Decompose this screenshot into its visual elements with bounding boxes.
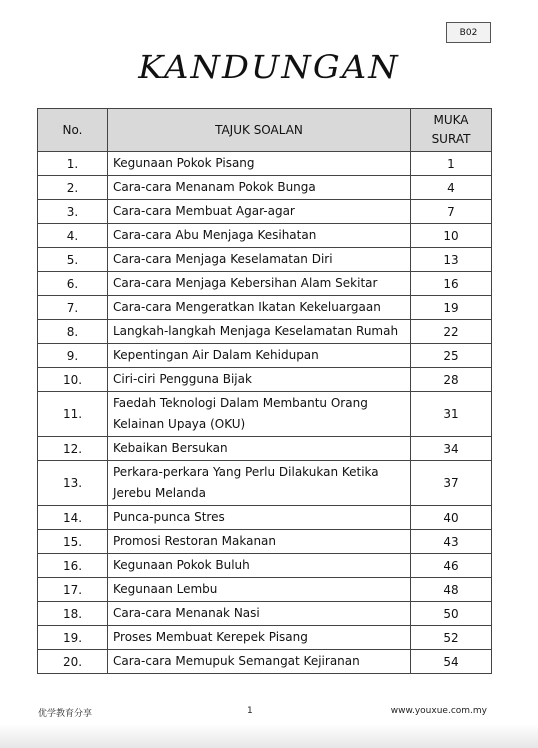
row-page: 52 — [411, 626, 492, 650]
header-page — [411, 109, 492, 152]
row-page: 22 — [411, 320, 492, 344]
row-number: 12. — [38, 437, 108, 461]
row-number: 9. — [38, 344, 108, 368]
table-row — [38, 320, 492, 344]
row-page: 7 — [411, 200, 492, 224]
contents-table — [37, 108, 492, 674]
header-page-line1: MUKA — [433, 113, 469, 127]
row-title: Cara-cara Menjaga Kebersihan Alam Sekitar — [108, 272, 411, 296]
table-row — [38, 461, 492, 506]
row-title: Cara-cara Menanak Nasi — [108, 602, 411, 626]
row-number: 11. — [38, 392, 108, 437]
table-row — [38, 344, 492, 368]
row-page: 50 — [411, 602, 492, 626]
row-title: Punca-punca Stres — [108, 506, 411, 530]
row-title: Cara-cara Abu Menjaga Kesihatan — [108, 224, 411, 248]
table-row — [38, 437, 492, 461]
row-number: 4. — [38, 224, 108, 248]
row-title: Ciri-ciri Pengguna Bijak — [108, 368, 411, 392]
header-no: No. — [38, 109, 108, 152]
footer-url: www.youxue.com.my — [390, 706, 487, 716]
table-row — [38, 602, 492, 626]
header-page-line2: SURAT — [431, 132, 471, 146]
row-number: 3. — [38, 200, 108, 224]
row-page: 43 — [411, 530, 492, 554]
row-number: 13. — [38, 461, 108, 506]
table-row — [38, 272, 492, 296]
table-row — [38, 224, 492, 248]
row-page: 10 — [411, 224, 492, 248]
row-title: Kepentingan Air Dalam Kehidupan — [108, 344, 411, 368]
row-page: 31 — [411, 392, 492, 437]
row-title: Perkara-perkara Yang Perlu Dilakukan Ketika Jerebu Melanda — [108, 461, 411, 506]
row-title: Proses Membuat Kerepek Pisang — [108, 626, 411, 650]
row-title: Cara-cara Membuat Agar-agar — [108, 200, 411, 224]
document-code-badge: B02 — [446, 22, 491, 43]
row-title: Kegunaan Lembu — [108, 578, 411, 602]
row-number: 5. — [38, 248, 108, 272]
row-number: 17. — [38, 578, 108, 602]
row-page: 19 — [411, 296, 492, 320]
row-page: 13 — [411, 248, 492, 272]
table-row — [38, 650, 492, 674]
table-row — [38, 296, 492, 320]
table-row — [38, 152, 492, 176]
footer-page-number: 1 — [247, 706, 253, 716]
table-header-row — [38, 109, 492, 152]
row-title: Kebaikan Bersukan — [108, 437, 411, 461]
row-page: 25 — [411, 344, 492, 368]
row-page: 4 — [411, 176, 492, 200]
row-page: 1 — [411, 152, 492, 176]
row-title: Cara-cara Mengeratkan Ikatan Kekeluargaan — [108, 296, 411, 320]
table-row — [38, 392, 492, 437]
row-number: 8. — [38, 320, 108, 344]
row-page: 28 — [411, 368, 492, 392]
row-page: 37 — [411, 461, 492, 506]
row-title: Cara-cara Menjaga Keselamatan Diri — [108, 248, 411, 272]
page-edge-shadow — [0, 724, 538, 748]
page-title: KANDUNGAN — [138, 48, 400, 86]
row-number: 19. — [38, 626, 108, 650]
table-row — [38, 554, 492, 578]
table-row — [38, 368, 492, 392]
row-page: 16 — [411, 272, 492, 296]
row-page: 40 — [411, 506, 492, 530]
row-title: Langkah-langkah Menjaga Keselamatan Rumah — [108, 320, 411, 344]
row-number: 16. — [38, 554, 108, 578]
row-number: 2. — [38, 176, 108, 200]
row-number: 7. — [38, 296, 108, 320]
row-number: 10. — [38, 368, 108, 392]
row-title: Cara-cara Menanam Pokok Bunga — [108, 176, 411, 200]
row-page: 54 — [411, 650, 492, 674]
table-row — [38, 626, 492, 650]
row-number: 20. — [38, 650, 108, 674]
row-number: 15. — [38, 530, 108, 554]
row-page: 34 — [411, 437, 492, 461]
row-number: 14. — [38, 506, 108, 530]
table-row — [38, 200, 492, 224]
row-title: Kegunaan Pokok Buluh — [108, 554, 411, 578]
row-title: Kegunaan Pokok Pisang — [108, 152, 411, 176]
table-row — [38, 506, 492, 530]
table-row — [38, 176, 492, 200]
footer-source: 优学教育分享 — [38, 709, 93, 719]
row-title: Faedah Teknologi Dalam Membantu Orang Kelainan Upaya (OKU) — [108, 392, 411, 437]
row-page: 48 — [411, 578, 492, 602]
table-row — [38, 248, 492, 272]
table-row — [38, 578, 492, 602]
row-page: 46 — [411, 554, 492, 578]
row-title: Promosi Restoran Makanan — [108, 530, 411, 554]
row-number: 6. — [38, 272, 108, 296]
row-title: Cara-cara Memupuk Semangat Kejiranan — [108, 650, 411, 674]
header-title: TAJUK SOALAN — [108, 109, 411, 152]
row-number: 1. — [38, 152, 108, 176]
table-row — [38, 530, 492, 554]
row-number: 18. — [38, 602, 108, 626]
